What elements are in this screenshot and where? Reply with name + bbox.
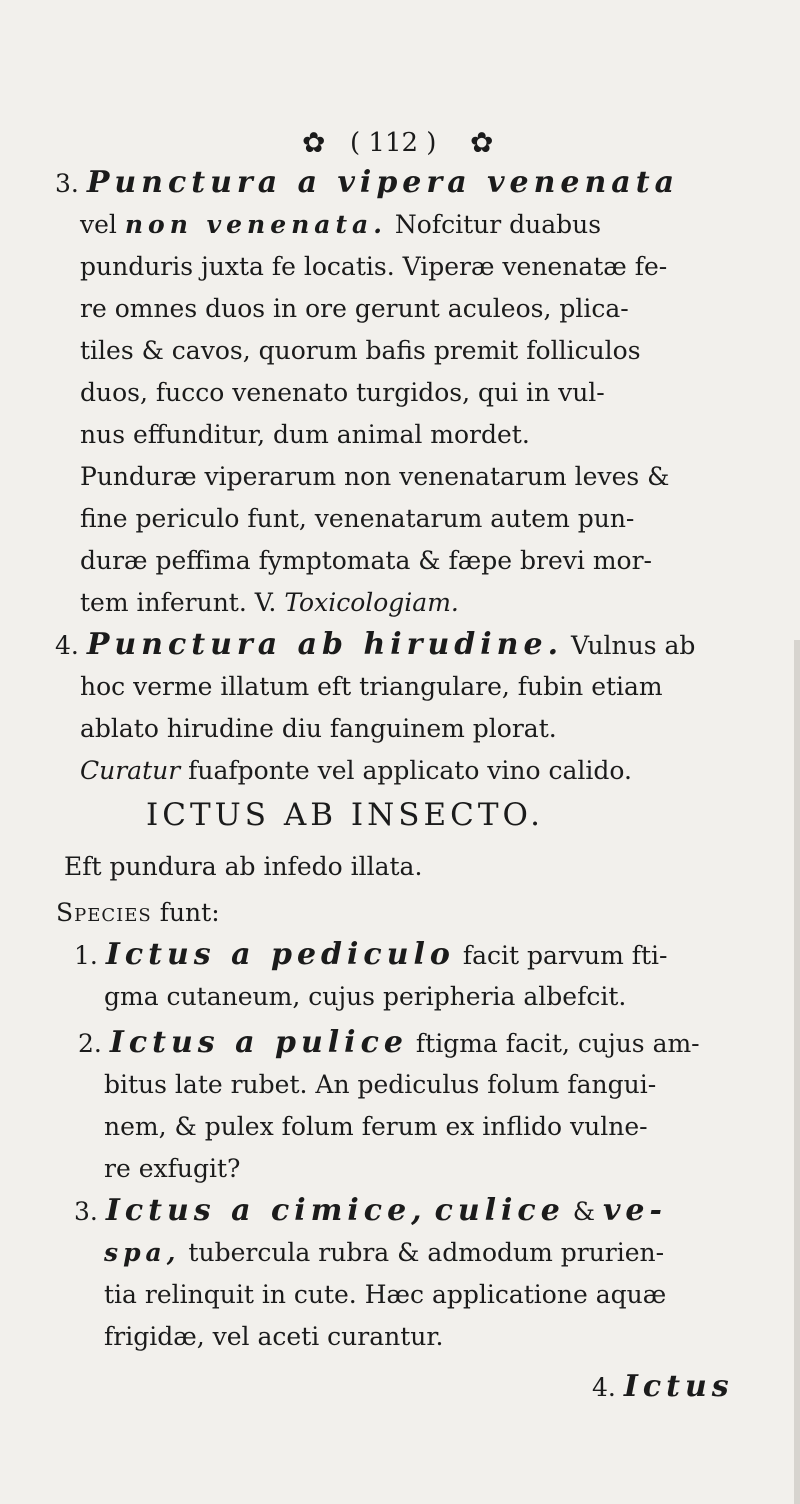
- entry-title: Punctura ab hirudine.: [86, 627, 564, 662]
- entry-title: spa,: [104, 1238, 181, 1267]
- item-2-heading: 2. Ictus a pulice ftigma facit, cujus am-: [78, 1025, 700, 1060]
- catchword: 4. Ictus: [592, 1369, 734, 1404]
- text-line: punduris juxta fe locatis. Viperæ venenatæ fe-: [80, 252, 668, 281]
- entry-title: Punctura a vipera venenata: [86, 165, 680, 200]
- text-line: nem, & pulex folum ferum ex inflido vulne-: [104, 1112, 648, 1141]
- item-1-heading: 1. Ictus a pediculo facit parvum fti-: [74, 937, 668, 972]
- entry-title: culice: [434, 1193, 565, 1228]
- page-number: ( 112 ): [350, 128, 437, 158]
- section-4-heading: 4. Punctura ab hirudine. Vulnus ab: [55, 627, 696, 662]
- text-line: hoc verme illatum eft triangulare, fubin etiam: [80, 672, 663, 701]
- section-3-heading: 3. Punctura a vipera venenata: [55, 165, 680, 200]
- entry-title: Ictus a pediculo: [105, 937, 455, 972]
- text-line: Species funt:: [56, 898, 220, 927]
- text-line: vel non venenata. Nofcitur duabus: [80, 210, 602, 239]
- text-line: tiles & cavos, quorum bafis premit folliculos: [80, 336, 641, 365]
- entry-title: Ictus a cimice,: [105, 1193, 427, 1228]
- page-edge: [794, 640, 800, 1504]
- text-line: gma cutaneum, cujus peripheria albefcit.: [104, 982, 627, 1011]
- text-line: tem inferunt. V. Toxicologiam.: [80, 588, 459, 617]
- text-line: spa, tubercula rubra & admodum prurien-: [104, 1238, 665, 1267]
- text-line: fine periculo funt, venenatarum autem pun-: [80, 504, 635, 533]
- ornament-icon: ✿: [302, 126, 326, 159]
- text-line: Punduræ viperarum non venenatarum leves &: [80, 462, 670, 491]
- ornament-icon: ✿: [470, 126, 494, 159]
- text-line: ablato hirudine diu fanguinem plorat.: [80, 714, 557, 743]
- text-line: Curatur fuafponte vel applicato vino calido.: [80, 756, 632, 785]
- text-line: re omnes duos in ore gerunt aculeos, plica-: [80, 294, 629, 323]
- text-line: nus effunditur, dum animal mordet.: [80, 420, 530, 449]
- text-line: Eft pundura ab infedo illata.: [64, 852, 423, 881]
- text-line: duræ peffima fymptomata & fæpe brevi mor-: [80, 546, 652, 575]
- entry-title: Ictus: [623, 1369, 734, 1404]
- entry-title: Ictus a pulice: [109, 1025, 408, 1060]
- entry-title: ve-: [602, 1193, 667, 1228]
- text-line: re exfugit?: [104, 1154, 241, 1183]
- text-line: frigidæ, vel aceti curantur.: [104, 1322, 444, 1351]
- item-3-heading: 3. Ictus a cimice, culice & ve-: [74, 1193, 667, 1228]
- text-line: duos, fucco venenato turgidos, qui in vul-: [80, 378, 605, 407]
- entry-title: non venenata.: [124, 210, 387, 239]
- chapter-heading: ICTUS AB INSECTO.: [146, 797, 544, 833]
- text-line: tia relinquit in cute. Hæc applicatione aquæ: [104, 1280, 667, 1309]
- text-line: bitus late rubet. An pediculus folum fangui-: [104, 1070, 657, 1099]
